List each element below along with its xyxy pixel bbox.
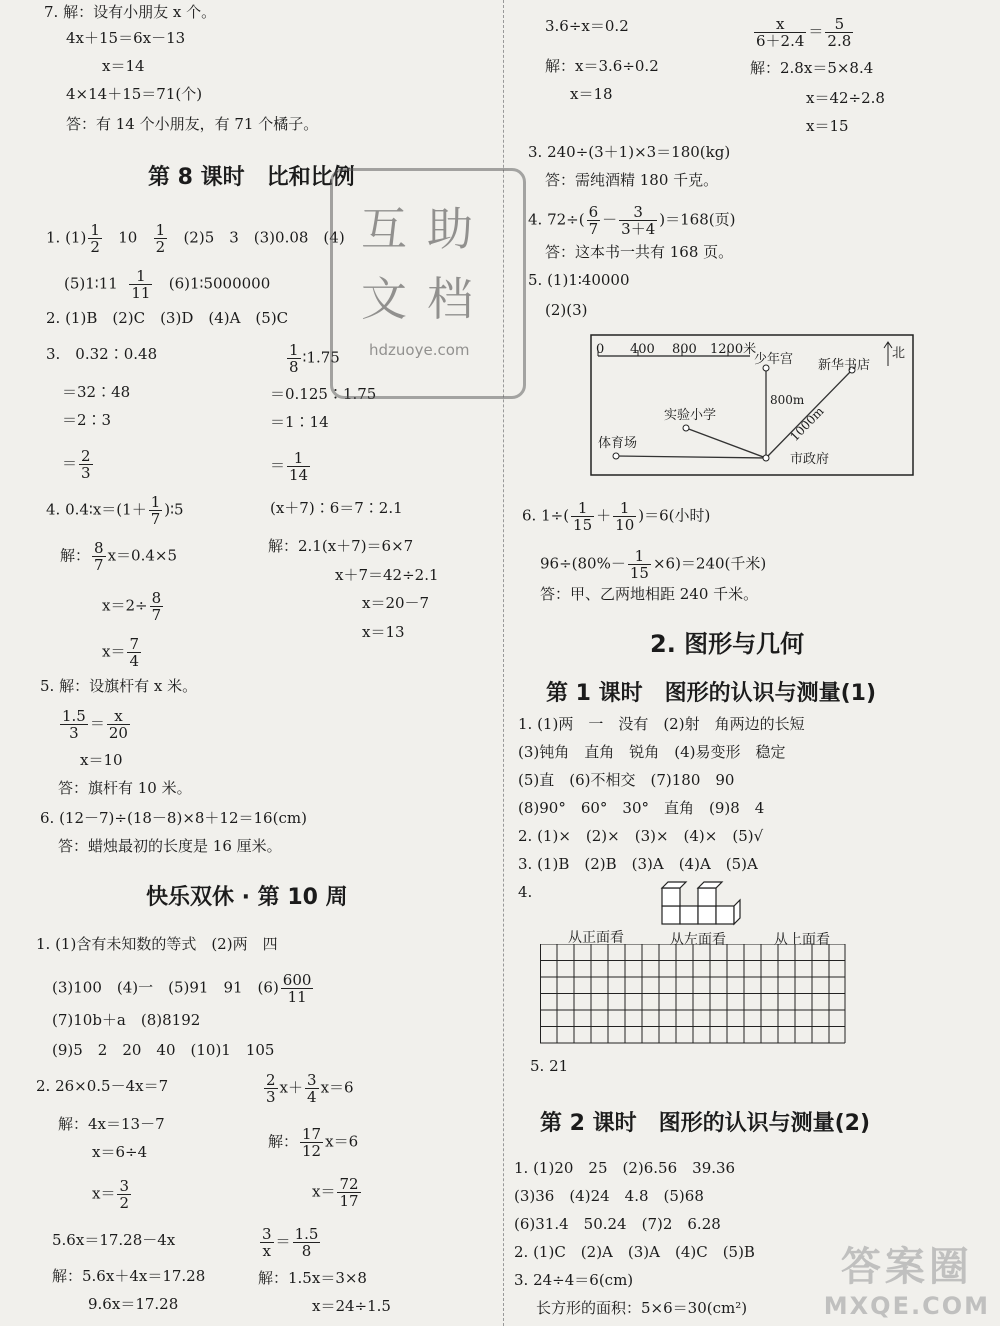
w2-r5: 解：1.5x＝3×8 <box>258 1269 367 1287</box>
north-label: 北 <box>892 346 906 361</box>
view-front: 从正面看 <box>568 930 624 946</box>
g1-l4: (8)90° 60° 30° 直角 (9)8 4 <box>518 799 765 817</box>
q3-l1: 3. 0.32∶0.48 <box>46 345 158 363</box>
q5-l1: 5. 解：设旗杆有 x 米。 <box>40 677 198 695</box>
q3-r1: $\frac{1}{8}$ ∶1.75 <box>289 341 340 376</box>
heading-lesson8: 第 8 课时 比和比例 <box>148 165 355 190</box>
q1-line1: 1. (1) $\frac{1}{2}$ 10 $\frac{1}{2}$ (2)5 3 (3)0.08 (4) <box>46 221 345 256</box>
w1-l3: (7)10b＋a (8)8192 <box>52 1011 201 1029</box>
r-t3: x＝18 <box>570 85 613 103</box>
q4-l4: x＝ $\frac{7}{4}$ <box>102 635 140 670</box>
scale-400: 400 <box>630 342 655 357</box>
q3-l2: ＝32∶48 <box>62 383 131 401</box>
g1-l2: (3)钝角 直角 锐角 (4)易变形 稳定 <box>518 743 786 761</box>
h3-l2: 长方形的面积：5×6＝30(cm²) <box>536 1299 748 1317</box>
w2-l1: 2. 26×0.5－4x＝7 <box>36 1077 169 1095</box>
w2-r3: x＝ $\frac{72}{17}$ <box>312 1175 359 1210</box>
w1-l4: (9)5 2 20 40 (10)1 105 <box>52 1041 275 1059</box>
corner-watermark <box>824 1235 990 1320</box>
w1-l1: 1. (1)含有未知数的等式 (2)两 四 <box>36 935 278 953</box>
q5-l3: x＝10 <box>80 751 123 769</box>
w2-l4: x＝ $\frac{3}{2}$ <box>92 1177 130 1212</box>
w2-r6: x＝24÷1.5 <box>312 1297 391 1315</box>
distance-1000: 1000m <box>787 404 827 444</box>
q4-r1: (x＋7)∶6＝7∶2.1 <box>270 499 403 517</box>
r-q3-l2: 答：需纯酒精 180 千克。 <box>545 171 719 189</box>
g2-line: 2. (1)× (2)× (3)× (4)× (5)√ <box>518 827 764 845</box>
h1-l1: 1. (1)20 25 (2)6.56 39.36 <box>514 1159 736 1177</box>
scale-1200: 1200米 <box>710 342 757 357</box>
w2-l7: 9.6x＝17.28 <box>88 1295 179 1313</box>
r-t1: 3.6÷x＝0.2 <box>545 17 629 35</box>
stamp-line1: 互助 <box>361 202 493 256</box>
place-city-hall: 市政府 <box>790 452 830 467</box>
q3-l3: ＝2∶3 <box>62 411 112 429</box>
w1-l2: (3)100 (4)一 (5)91 91 (6) $\frac{600}{11}$ <box>52 971 312 1006</box>
q7-line1: 7. 解：设有小朋友 x 个。 <box>44 3 217 21</box>
q3-r4: ＝ $\frac{1}{14}$ <box>270 449 309 484</box>
q4-l3: x＝2÷ $\frac{8}{7}$ <box>102 589 162 624</box>
watermark-text: 答案圈 <box>840 1244 973 1290</box>
cube-figure <box>660 880 750 928</box>
q4-r2: 解：2.1(x＋7)＝6×7 <box>268 537 414 555</box>
w2-r4: $\frac{3}{x}$ ＝ $\frac{1.5}{8}$ <box>262 1225 319 1260</box>
heading-lesson2: 第 2 课时 图形的认识与测量(2) <box>540 1111 871 1136</box>
w2-l2: 解：4x＝13－7 <box>58 1115 165 1133</box>
r-q4-ans: 答：这本书一共有 168 页。 <box>545 243 734 261</box>
heading-lesson1: 第 1 课时 图形的认识与测量(1) <box>546 681 877 706</box>
q3-r2: ＝0.125∶1.75 <box>270 385 377 403</box>
view-grid <box>540 944 846 1044</box>
q3-l4: ＝ $\frac{2}{3}$ <box>62 447 91 482</box>
r-tr4: x＝15 <box>806 117 849 135</box>
r-tr1: $\frac{x}{6+2.4}$ ＝ $\frac{5}{2.8}$ <box>756 15 852 50</box>
r-q3-l1: 3. 240÷(3＋1)×3＝180(kg) <box>528 143 731 161</box>
scale-800: 800 <box>672 342 697 357</box>
view-top: 从上面看 <box>774 932 830 948</box>
q4-l1: 4. 0.4∶x＝(1＋ $\frac{1}{7}$ )∶5 <box>46 493 184 528</box>
distance-800: 800m <box>770 393 805 407</box>
r-q6-ans: 答：甲、乙两地相距 240 千米。 <box>540 585 759 603</box>
w2-r1: $\frac{2}{3}$ x＋ $\frac{3}{4}$ x＝6 <box>266 1071 354 1106</box>
q4-l2: 解： $\frac{8}{7}$ x＝0.4×5 <box>60 539 177 574</box>
place-bookstore: 新华书店 <box>818 358 871 373</box>
r-q4-l1: 4. 72÷( $\frac{6}{7}$ － $\frac{3}{3+4}$ )＝168(页) <box>528 203 736 238</box>
q3-r3: ＝1∶14 <box>270 413 329 431</box>
r-q5-l1: 5. (1)1∶40000 <box>528 271 630 289</box>
q7-line3: x＝14 <box>102 57 145 75</box>
w2-l5: 5.6x＝17.28－4x <box>52 1231 176 1249</box>
watermark-stamp <box>330 168 526 399</box>
watermark-url: MXQE.COM <box>823 1292 990 1320</box>
h2-line: 2. (1)C (2)A (3)A (4)C (5)B <box>514 1243 755 1261</box>
place-school: 实验小学 <box>664 408 717 423</box>
g3-line: 3. (1)B (2)B (3)A (4)A (5)A <box>518 855 758 873</box>
q7-line2: 4x＋15＝6x－13 <box>66 29 186 47</box>
g5-line: 5. 21 <box>530 1057 569 1075</box>
heading-geometry: 2. 图形与几何 <box>650 630 805 658</box>
q6-l1: 6. (12－7)÷(18－8)×8＋12＝16(cm) <box>40 809 307 827</box>
h1-l3: (6)31.4 50.24 (7)2 6.28 <box>514 1215 721 1233</box>
place-stadium: 体育场 <box>598 436 638 451</box>
h3-l1: 3. 24÷4＝6(cm) <box>514 1271 634 1289</box>
q5-l2: $\frac{1.5}{3}$ ＝ $\frac{x}{20}$ <box>62 707 128 742</box>
q4-r3: x＋7＝42÷2.1 <box>335 566 439 584</box>
w2-l3: x＝6÷4 <box>92 1143 148 1161</box>
q4-r4: x＝20－7 <box>362 594 430 612</box>
scale-0: 0 <box>596 342 605 357</box>
q4-r5: x＝13 <box>362 623 405 641</box>
stamp-line2: 文档 <box>361 272 493 326</box>
q7-answer: 答：有 14 个小朋友，有 71 个橘子。 <box>66 115 319 133</box>
place-youth-palace: 少年宫 <box>754 352 794 367</box>
r-q6-l2: 96÷(80%－ $\frac{1}{15}$ ×6)＝240(千米) <box>540 547 767 582</box>
r-q5-l2: (2)(3) <box>545 301 588 319</box>
w2-l6: 解：5.6x＋4x＝17.28 <box>52 1267 206 1285</box>
r-tr3: x＝42÷2.8 <box>806 89 885 107</box>
g1-l1: 1. (1)两 一 没有 (2)射 角两边的长短 <box>518 715 805 733</box>
r-t2: 解：x＝3.6÷0.2 <box>545 57 659 75</box>
q2-line: 2. (1)B (2)C (3)D (4)A (5)C <box>46 309 289 327</box>
r-tr2: 解：2.8x＝5×8.4 <box>750 59 874 77</box>
w2-r2: 解： $\frac{17}{12}$ x＝6 <box>268 1125 359 1160</box>
stamp-url: hdzuoye.com <box>369 341 470 359</box>
q6-l2: 答：蜡烛最初的长度是 16 厘米。 <box>58 837 282 855</box>
view-left: 从左面看 <box>670 932 726 948</box>
h1-l2: (3)36 (4)24 4.8 (5)68 <box>514 1187 704 1205</box>
g4-line: 4. <box>518 883 533 901</box>
g1-l3: (5)直 (6)不相交 (7)180 90 <box>518 771 735 789</box>
q7-line4: 4×14＋15＝71(个) <box>66 85 203 103</box>
q1-line2: (5)1∶11 $\frac{1}{11}$ (6)1∶5000000 <box>64 267 271 302</box>
heading-week10: 快乐双休 · 第 10 周 <box>146 885 348 910</box>
r-q6-l1: 6. 1÷( $\frac{1}{15}$ ＋ $\frac{1}{10}$ )＝6(小时) <box>522 499 711 534</box>
q5-l4: 答：旗杆有 10 米。 <box>58 779 192 797</box>
